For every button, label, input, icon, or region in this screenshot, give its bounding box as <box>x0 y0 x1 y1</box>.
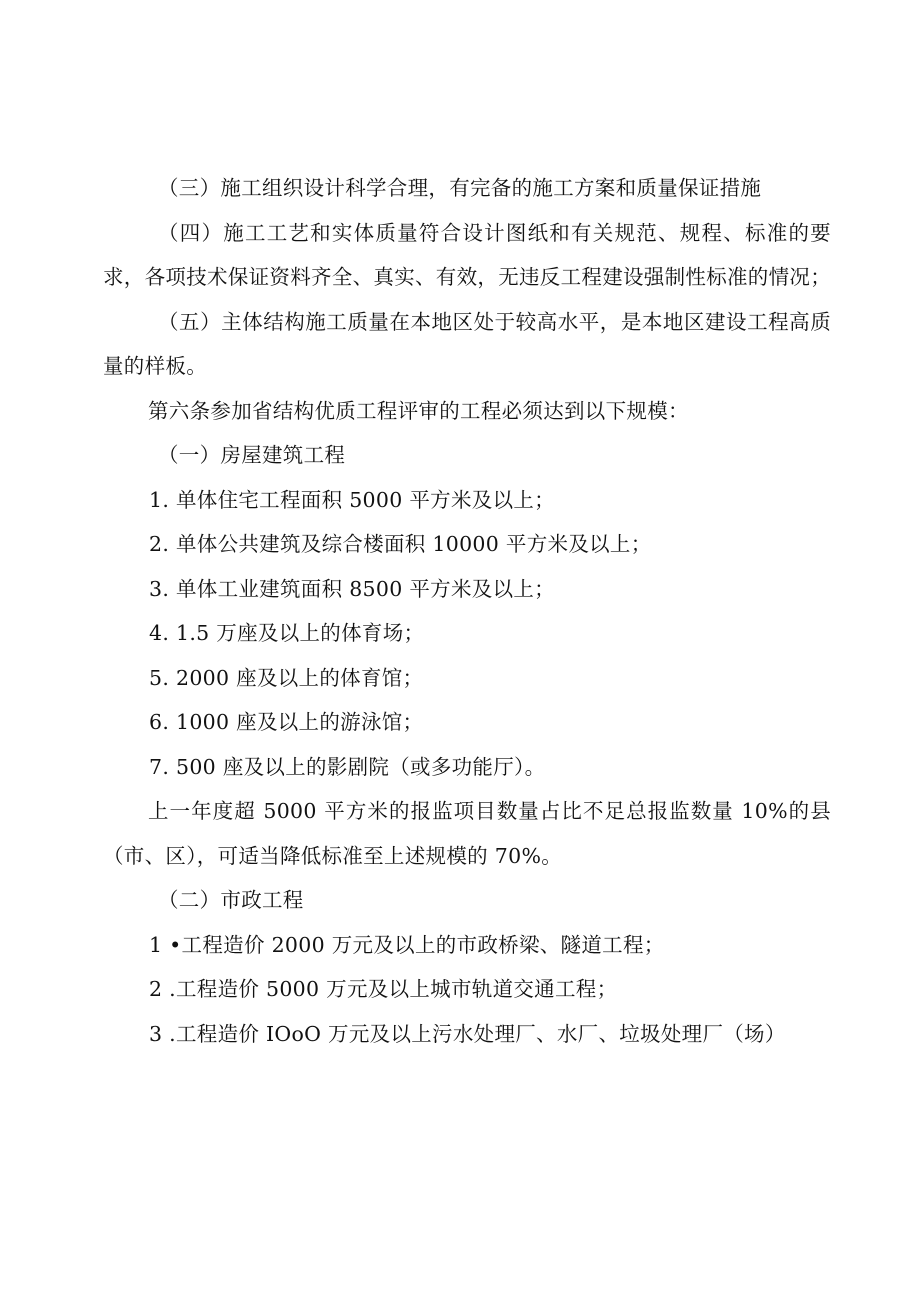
list-item: 1. 单体住宅工程面积 5000 平方米及以上； <box>149 487 555 512</box>
article-6: 第六条参加省结构优质工程评审的工程必须达到以下规模： <box>148 398 689 423</box>
section-heading-municipal: （二）市政工程 <box>158 888 304 912</box>
list-item: 3 .工程造价 IOoO 万元及以上污水处理厂、水厂、垃圾处理厂（场） <box>149 1021 786 1046</box>
list-item: 3. 单体工业建筑面积 8500 平方米及以上； <box>149 576 555 601</box>
scale-note: 上一年度超 5000 平方米的报监项目数量占比不足总报监数量 10%的县（市、区），可适当降低标准至上述规模的 70%。 <box>103 799 831 868</box>
list-item: 5. 2000 座及以上的体育馆； <box>149 665 424 690</box>
list-item: 2 .工程造价 5000 万元及以上城市轨道交通工程； <box>149 977 618 1001</box>
list-item: 1 •工程造价 2000 万元及以上的市政桥梁、隧道工程； <box>149 932 665 957</box>
document-body <box>103 166 831 1056</box>
list-item: 2. 单体公共建筑及综合楼面积 10000 平方米及以上； <box>149 532 652 556</box>
paragraph-4: （四）施工工艺和实体质量符合设计图纸和有关规范、规程、标准的要求，各项技术保证资料齐全、真实、有效，无违反工程建设强制性标准的情况； <box>103 220 831 289</box>
paragraph-5: （五）主体结构施工质量在本地区处于较高水平，是本地区建设工程高质量的样板。 <box>103 309 831 378</box>
section-heading-housing: （一）房屋建筑工程 <box>158 443 346 467</box>
list-item: 7. 500 座及以上的影剧院（或多功能厅）。 <box>149 754 546 779</box>
list-item: 4. 1.5 万座及以上的体育场； <box>149 621 425 645</box>
list-item: 6. 1000 座及以上的游泳馆； <box>149 710 424 734</box>
paragraph-3: （三）施工组织设计科学合理，有完备的施工方案和质量保证措施 <box>158 176 762 200</box>
